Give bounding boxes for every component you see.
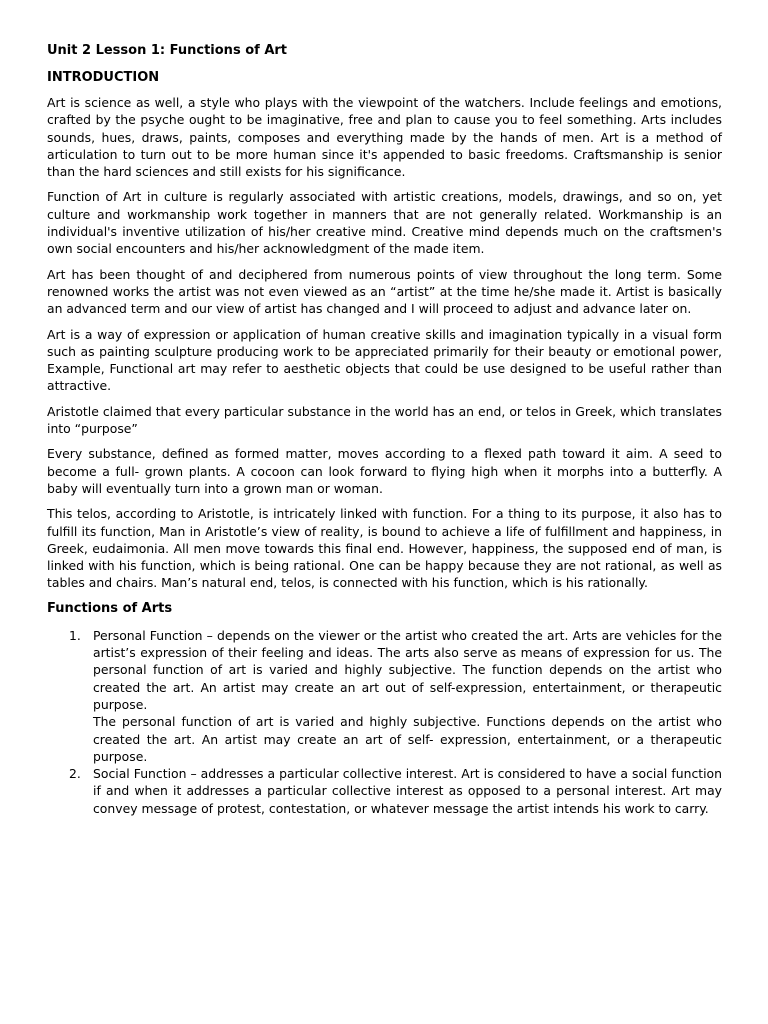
list-item-text: Social Function – addresses a particular collective interest. Art is considered to have a social function if and when it addresses a particular collective interest as opposed to a personal interest. Art may convey message of protest, contestation, or whatever message the artist intends his work to carry. <box>93 766 722 816</box>
document-title: Unit 2 Lesson 1: Functions of Art <box>47 43 288 58</box>
paragraph-art-science: Art is science as well, a style who plays with the viewpoint of the watchers. Include feelings and emotions, crafted by the psyche ought to be imaginative, free and plan to cause you to feel something. Arts includes sounds, hues, draws, paints, composes and everything made by the hands of men. Art is a method of articulation to turn out to be more human since it's appended to basic freedoms. Craftsmanship is senior than the hard sciences and still exists for his significance. <box>47 95 722 180</box>
paragraph-art-viewpoints: Art has been thought of and deciphered from numerous points of view throughout the long term. Some renowned works the artist was not even viewed as an “artist” at the time he/she made it. Artist is basically an advanced term and our view of artist has changed and I will proceed to adjust and advance later on. <box>47 266 722 317</box>
list-number: 1. <box>69 627 81 643</box>
paragraph-art-culture: Function of Art in culture is regularly associated with artistic creations, models, drawings, and so on, yet culture and workmanship work together in manners that are not generally related. Workmanship is an individual's inventive utilization of his/her creative mind. Creative mind depends much on the craftsmen's own social encounters and his/her acknowledgment of the made item. <box>47 189 722 257</box>
list-item-personal-function <box>47 627 722 765</box>
list-item-social-function <box>47 765 722 817</box>
paragraph-aristotle-telos: Aristotle claimed that every particular substance in the world has an end, or telos in Greek, which translates into “purpose” <box>47 403 722 437</box>
list-item-text: The personal function of art is varied and highly subjective. Functions depends on the artist who created the art. An artist may create an art of self- expression, entertainment, or a therapeutic purpose. <box>93 714 722 764</box>
list-item-text: Personal Function – depends on the viewer or the artist who created the art. Arts are vehicles for the artist’s expression of their feeling and ideas. The arts also serve as means of expression for us. The personal function of art is varied and highly subjective. The function depends on the artist who created the art. An artist may create an art out of self-expression, entertainment, or therapeutic purpose. <box>93 627 722 712</box>
paragraph-art-expression: Art is a way of expression or application of human creative skills and imagination typically in a visual form such as painting sculpture producing work to be appreciated primarily for their beauty or emotional power, Example, Functional art may refer to aesthetic objects that could be use designed to be useful rather than attractive. <box>47 326 722 394</box>
paragraph-telos-function: This telos, according to Aristotle, is intricately linked with function. For a thing to its purpose, it also has to fulfill its function, Man in Aristotle’s view of reality, is bound to achieve a life of fulfillment and happiness, in Greek, eudaimonia. All men move towards this final end. However, happiness, the supposed end of man, is linked with his function, which is being rational. One can be happy because they are not rational, as well as tables and chairs. Man’s natural end, telos, is connected with his function, which is his rationally. <box>47 506 722 591</box>
paragraph-substance: Every substance, defined as formed matter, moves according to a flexed path toward it aim. A seed to become a full- grown plants. A cocoon can look forward to flying high when it morphs into a butterfly. A baby will eventually turn into a grown man or woman. <box>47 446 722 496</box>
list-number: 2. <box>69 766 81 782</box>
document-page <box>47 42 722 817</box>
functions-heading: Functions of Arts <box>47 600 173 616</box>
introduction-heading: INTRODUCTION <box>47 70 160 85</box>
functions-list <box>47 627 722 817</box>
